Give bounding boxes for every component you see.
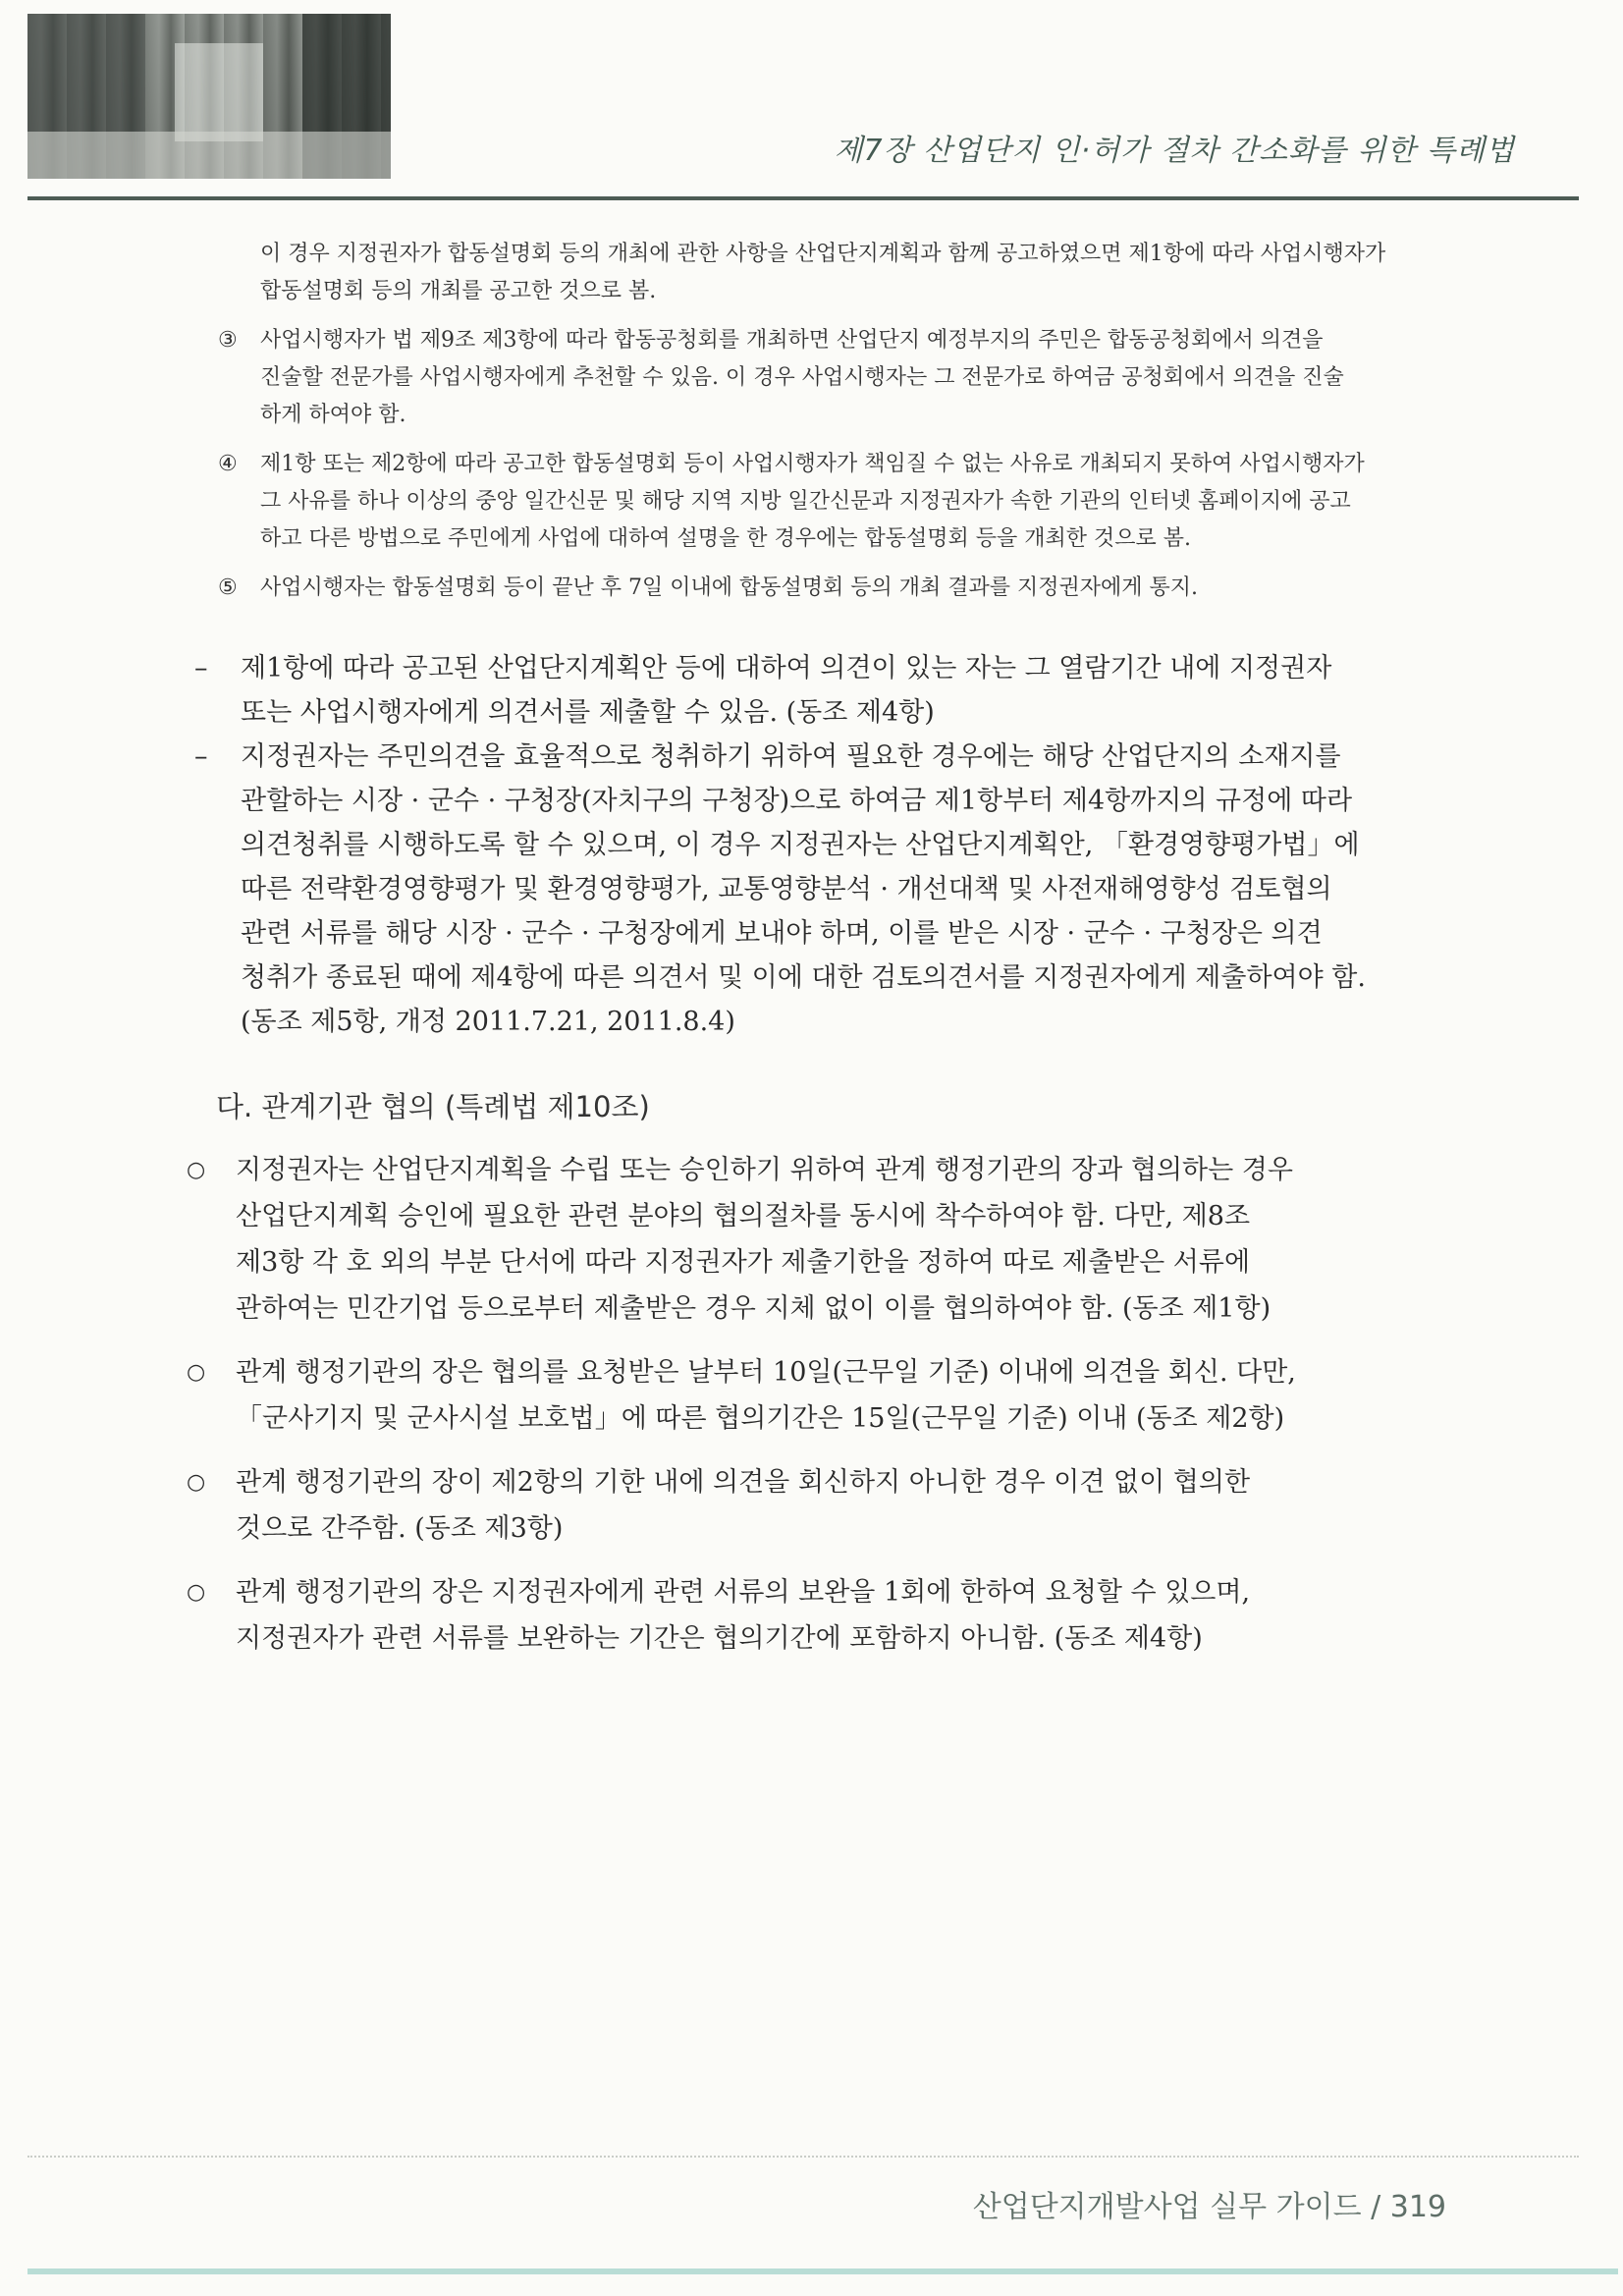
text-line: 산업단지계획 승인에 필요한 관련 분야의 협의절차를 동시에 착수하여야 함. 다만, 제8조 xyxy=(236,1201,1251,1231)
text-line: 관할하는 시장 · 군수 · 구청장(자치구의 구청장)으로 하여금 제1항부터 제4항까지의 규정에 따라 xyxy=(241,786,1353,816)
text-line: 관계 행정기관의 장이 제2항의 기한 내에 의견을 회신하지 아니한 경우 이견 없이 협의한 xyxy=(236,1467,1251,1498)
text-line: 관계 행정기관의 장은 협의를 요청받은 날부터 10일(근무일 기준) 이내에 의견을 회신. 다만, xyxy=(236,1357,1296,1388)
text-line: 하고 다른 방법으로 주민에게 사업에 대하여 설명을 한 경우에는 합동설명회 등을 개최한 것으로 봄. xyxy=(260,526,1191,551)
text-line: 것으로 간주함. (동조 제3항) xyxy=(236,1513,564,1544)
text-line: 제1항에 따라 공고된 산업단지계획안 등에 대하여 의견이 있는 자는 그 열람기간 내에 지정권자 xyxy=(241,653,1332,683)
text-line: 진술할 전문가를 사업시행자에게 추천할 수 있음. 이 경우 사업시행자는 그 전문가로 하여금 공청회에서 의견을 진술 xyxy=(260,365,1344,390)
text-line: 관하여는 민간기업 등으로부터 제출받은 경우 지체 없이 이를 협의하여야 함. (동조 제1항) xyxy=(236,1293,1271,1324)
text-line: 지정권자는 산업단지계획을 수립 또는 승인하기 위하여 관계 행정기관의 장과 협의하는 경우 xyxy=(236,1155,1293,1185)
footer-dotted-rule xyxy=(27,2156,1579,2158)
text-line: 이 경우 지정권자가 합동설명회 등의 개최에 관한 사항을 산업단지계획과 함께 공고하였으면 제1항에 따라 사업시행자가 xyxy=(260,242,1386,266)
dash-item xyxy=(187,646,1414,735)
numbered-item xyxy=(206,322,1414,434)
text-line: (동조 제5항, 개정 2011.7.21, 2011.8.4) xyxy=(241,1007,735,1037)
bullet-item xyxy=(187,1459,1414,1552)
text-line: 「군사기지 및 군사시설 보호법」에 따른 협의기간은 15일(근무일 기준) 이내 (동조 제2항) xyxy=(236,1403,1285,1434)
text-line: 관련 서류를 해당 시장 · 군수 · 구청장에게 보내야 하며, 이를 받은 시장 · 군수 · 구청장은 의견 xyxy=(241,918,1323,949)
item-number: ④ xyxy=(218,452,238,476)
photo-region xyxy=(27,132,391,179)
dash-mark: – xyxy=(194,653,208,683)
bullet-item xyxy=(187,1569,1414,1662)
text-line: 사업시행자가 법 제9조 제3항에 따라 합동공청회를 개최하면 산업단지 예정부지의 주민은 합동공청회에서 의견을 xyxy=(260,328,1324,353)
text-line: 하게 하여야 함. xyxy=(260,403,406,427)
item-number: ③ xyxy=(218,328,238,353)
text-line: 또는 사업시행자에게 의견서를 제출할 수 있음. (동조 제4항) xyxy=(241,697,935,728)
section-heading: 다. 관계기관 협의 (특례법 제10조) xyxy=(216,1090,650,1123)
small-text-block xyxy=(206,236,1414,607)
text-line: 합동설명회 등의 개최를 공고한 것으로 봄. xyxy=(260,279,657,303)
text-line: 제3항 각 호 외의 부분 단서에 따라 지정권자가 제출기한을 정하여 따로 제출받은 서류에 xyxy=(236,1247,1251,1278)
text-line: 그 사유를 하나 이상의 중앙 일간신문 및 해당 지역 지방 일간신문과 지정권자가 속한 기관의 인터넷 홈페이지에 공고 xyxy=(260,489,1351,514)
text-line: 지정권자가 관련 서류를 보완하는 기간은 협의기간에 포함하지 아니함. (동조 제4항) xyxy=(236,1623,1203,1654)
text-line: 제1항 또는 제2항에 따라 공고한 합동설명회 등이 사업시행자가 책임질 수 없는 사유로 개최되지 못하여 사업시행자가 xyxy=(260,452,1365,476)
text-line: 지정권자는 주민의견을 효율적으로 청취하기 위하여 필요한 경우에는 해당 산업단지의 소재지를 xyxy=(241,741,1341,772)
header-rule xyxy=(27,196,1579,200)
photo-region xyxy=(175,43,263,141)
circle-bullet-icon: ○ xyxy=(187,1580,206,1605)
circle-bullet-icon: ○ xyxy=(187,1470,206,1495)
dash-list xyxy=(194,646,1414,1044)
bullet-item xyxy=(187,1349,1414,1442)
numbered-item xyxy=(206,446,1414,558)
circle-bullet-icon: ○ xyxy=(187,1360,206,1385)
numbered-item xyxy=(206,570,1414,607)
page-footer: 산업단지개발사업 실무 가이드 / 319 xyxy=(972,2190,1446,2224)
bullet-item xyxy=(187,1147,1414,1332)
text-line: 의견청취를 시행하도록 할 수 있으며, 이 경우 지정권자는 산업단지계획안, 「환경영향평가법」에 xyxy=(241,830,1360,860)
chapter-title: 제7장 산업단지 인·허가 절차 간소화를 위한 특례법 xyxy=(834,134,1515,168)
item-number: ⑤ xyxy=(218,575,238,600)
intro-paragraph xyxy=(206,236,1414,310)
circle-bullet-icon: ○ xyxy=(187,1158,206,1182)
bullet-list xyxy=(187,1147,1414,1662)
text-line: 관계 행정기관의 장은 지정권자에게 관련 서류의 보완을 1회에 한하여 요청할 수 있으며, xyxy=(236,1577,1251,1608)
text-line: 사업시행자는 합동설명회 등이 끝난 후 7일 이내에 합동설명회 등의 개최 결과를 지정권자에게 통지. xyxy=(260,575,1198,600)
text-line: 따른 전략환경영향평가 및 환경영향평가, 교통영향분석 · 개선대책 및 사전재해영향성 검토협의 xyxy=(241,874,1332,904)
dash-mark: – xyxy=(194,741,208,772)
dash-item xyxy=(187,735,1414,1044)
header-photo xyxy=(27,14,391,179)
page-content xyxy=(187,236,1414,1679)
text-line: 청취가 종료된 때에 제4항에 따른 의견서 및 이에 대한 검토의견서를 지정권자에게 제출하여야 함. xyxy=(241,962,1366,993)
footer-rule xyxy=(27,2269,1618,2274)
